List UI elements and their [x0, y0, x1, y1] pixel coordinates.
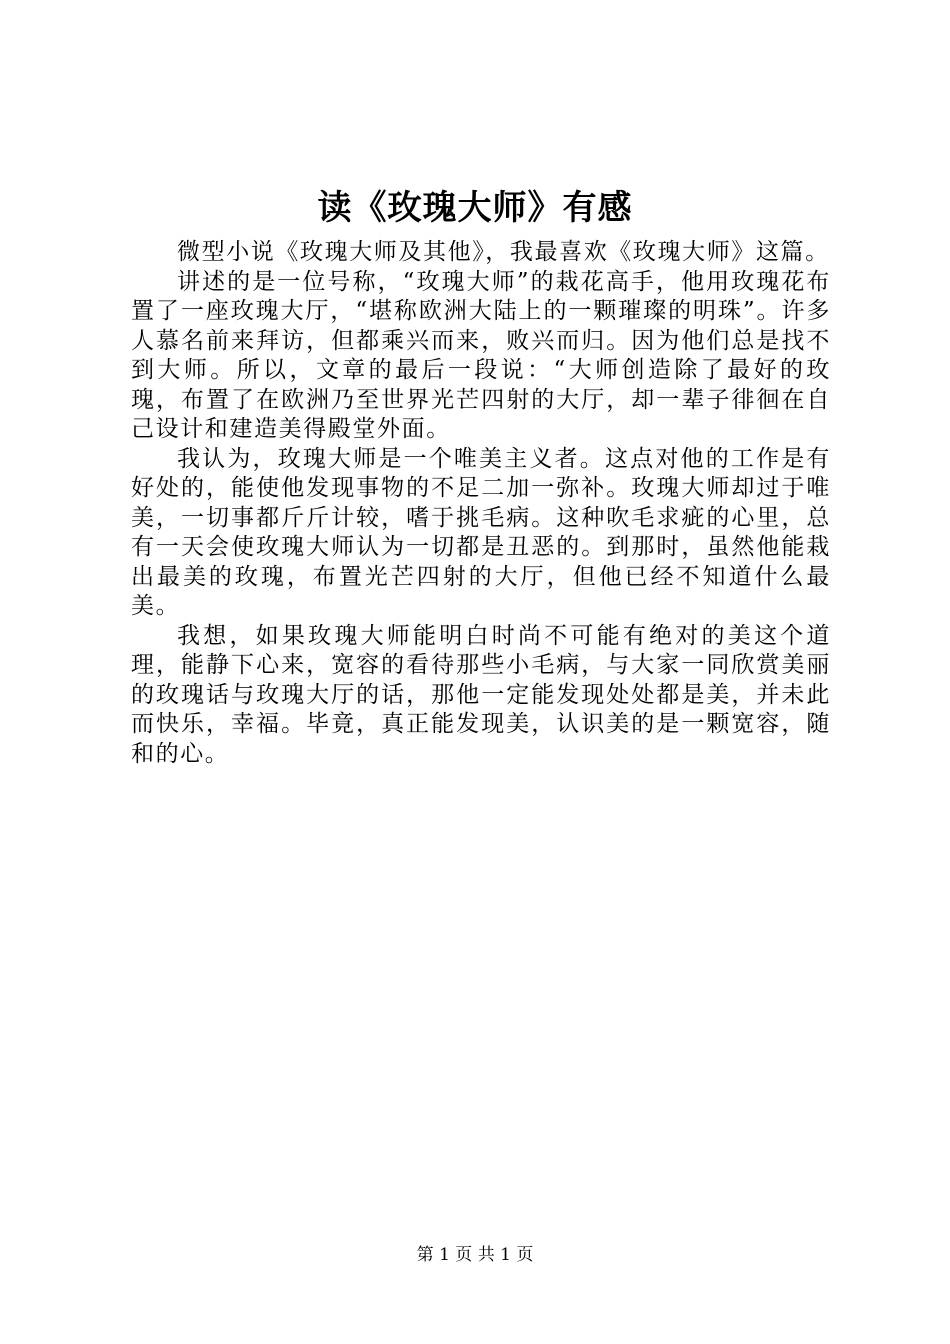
- document-title: 读《玫瑰大师》有感: [317, 188, 633, 228]
- paragraph-2: 讲述的是一位号称，“玫瑰大师”的栽花高手，他用玫瑰花布置了一座玫瑰大厅，“堪称欧洲大陆上的一颗璀璨的明珠”。许多人慕名前来拜访，但都乘兴而来，败兴而归。因为他们总是找不到大师。所以，文章的最后一段说：“大师创造除了最好的玫瑰，布置了在欧洲乃至世界光芒四射的大厅，却一辈子徘徊在自己设计和建造美得殿堂外面。: [131, 268, 831, 442]
- page-number-footer: 第 1 页 共 1 页: [416, 1245, 534, 1265]
- paragraph-4: 我想，如果玫瑰大师能明白时尚不可能有绝对的美这个道理，能静下心来，宽容的看待那些小毛病，与大家一同欣赏美丽的玫瑰话与玫瑰大厅的话，那他一定能发现处处都是美，并未此而快乐，幸福。毕竟，真正能发现美，认识美的是一颗宽容，随和的心。: [131, 622, 831, 767]
- paragraph-1: 微型小说《玫瑰大师及其他》，我最喜欢《玫瑰大师》这篇。: [177, 239, 830, 265]
- document-body: [131, 238, 831, 769]
- paragraph-3: 我认为，玫瑰大师是一个唯美主义者。这点对他的工作是有好处的，能使他发现事物的不足二加一弥补。玫瑰大师却过于唯美，一切事都斤斤计较，嗜于挑毛病。这种吹毛求疵的心里，总有一天会使玫瑰大师认为一切都是丑恶的。到那时，虽然他能栽出最美的玫瑰，布置光芒四射的大厅，但他已经不知道什么最美。: [131, 445, 831, 619]
